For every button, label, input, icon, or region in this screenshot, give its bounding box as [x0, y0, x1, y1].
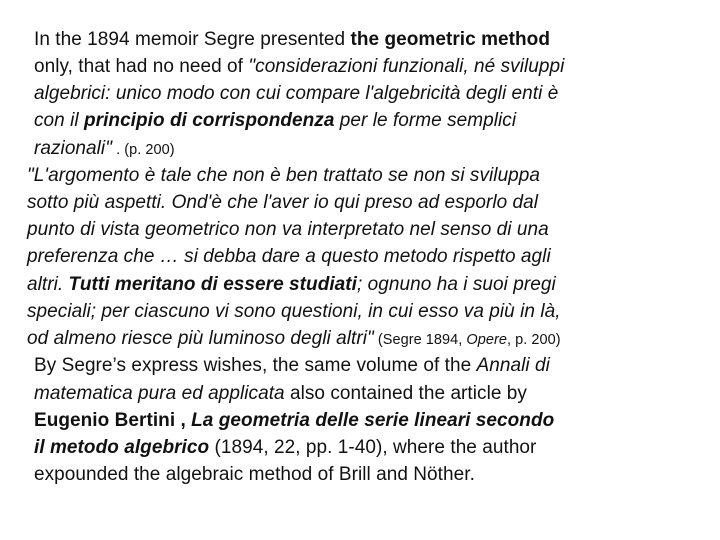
bold-italic-emphasis: principio di corrispondenza	[83, 110, 335, 131]
italic-quote: speciali; per ciascuno vi sono questioni, in cui esso va più in là,	[27, 301, 561, 322]
quote-line-4	[27, 244, 551, 270]
citation: . (p. 200)	[112, 142, 175, 158]
italic-quote: ; ognuno ha i suoi pregi	[357, 274, 556, 295]
journal-title: matematica pura ed applicata	[34, 383, 285, 404]
quote-line-3	[27, 217, 549, 243]
para2-line-3	[34, 408, 554, 434]
italic-quote: preferenza che … si debba dare a questo metodo rispetto agli	[27, 246, 551, 267]
text: also contained the article by	[284, 383, 527, 404]
quote-line-1	[27, 163, 540, 189]
text: only, that had no need of	[34, 56, 249, 77]
italic-quote: "L'argomento è tale che non è ben trattato se non si sviluppa	[27, 165, 541, 186]
citation: (Segre 1894,	[373, 332, 467, 348]
author-name: Eugenio Bertini ,	[34, 410, 192, 431]
quote-line-6	[27, 299, 561, 325]
para1-line-4	[34, 108, 516, 134]
article-title: il metodo algebrico	[34, 437, 210, 458]
para2-line-2	[34, 381, 527, 407]
para2-line-4	[34, 435, 536, 461]
italic-quote: per le forme semplici	[334, 110, 517, 131]
para1-line-2	[34, 54, 564, 80]
italic-quote: punto di vista geometrico non va interpretato nel senso di una	[27, 219, 549, 240]
emphasis: the geometric method	[350, 29, 550, 50]
journal-title: Annali di	[476, 355, 550, 376]
citation-title: Opere	[466, 332, 507, 348]
para2-line-5	[34, 462, 475, 488]
italic-quote: con il	[34, 110, 84, 131]
italic-quote: sotto più aspetti. Ond'è che l'aver io qui preso ad esporlo dal	[27, 192, 539, 213]
quote-line-5	[27, 272, 556, 298]
text: In the 1894 memoir Segre presented	[34, 29, 351, 50]
para1-line-1	[34, 27, 550, 53]
citation: , p. 200)	[506, 332, 561, 348]
quote-line-7	[27, 326, 561, 353]
italic-quote: razionali"	[34, 138, 113, 159]
italic-quote: od almeno riesce più luminoso degli altri"	[27, 328, 374, 349]
quote-line-2	[27, 190, 538, 216]
para1-line-3	[34, 81, 558, 107]
article-title: La geometria delle serie lineari secondo	[191, 410, 555, 431]
italic-quote: altri.	[27, 274, 69, 295]
para2-line-1	[34, 353, 550, 379]
bold-italic-emphasis: Tutti meritano di essere studiati	[68, 274, 358, 295]
text: expounded the algebraic method of Brill and Nöther.	[34, 464, 475, 485]
italic-quote: algebrici: unico modo con cui compare l'algebricità degli enti è	[34, 83, 559, 104]
para1-line-5	[34, 136, 175, 163]
italic-quote: "considerazioni funzionali, né sviluppi	[248, 56, 565, 77]
text: (1894, 22, pp. 1-40), where the author	[209, 437, 537, 458]
text: By Segre’s express wishes, the same volume of the	[34, 355, 477, 376]
